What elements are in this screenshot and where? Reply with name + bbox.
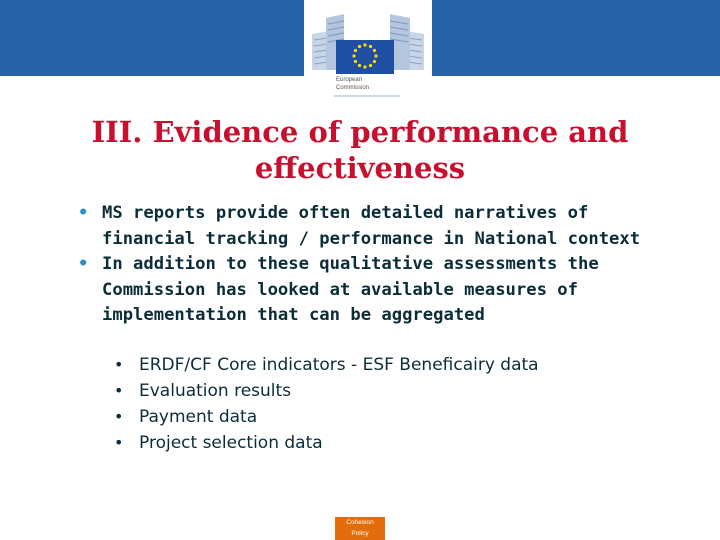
sub-bullet-item [112, 378, 672, 404]
sub-bullet-text: Evaluation results [139, 381, 292, 401]
sub-bullet-dot-icon: • [114, 355, 124, 374]
bullet-dot-icon: • [78, 254, 89, 274]
bullet-dot-icon: • [78, 203, 89, 223]
cohesion-policy-badge [335, 517, 385, 540]
sub-bullet-item [112, 352, 672, 378]
bullet-text: In addition to these qualitative assessments the Commission has looked at available measures of implementation that can be aggregated [102, 254, 599, 325]
bullet-item [78, 201, 678, 252]
badge-line-1: Cohesion [346, 519, 374, 526]
sub-bullet-item [112, 404, 672, 430]
european-commission-logo [304, 0, 432, 100]
bullet-item [78, 252, 678, 329]
logo-text-commission: Commission [336, 85, 370, 91]
sub-bullet-item [112, 430, 672, 456]
sub-bullet-dot-icon: • [114, 381, 124, 400]
main-bullet-list [78, 201, 678, 329]
sub-bullet-text: Payment data [139, 407, 258, 427]
sub-bullet-dot-icon: • [114, 433, 124, 452]
slide-title-line-2: effectiveness [254, 151, 466, 185]
badge-line-2: Policy [351, 530, 369, 537]
bullet-text: MS reports provide often detailed narratives of financial tracking / performance in National context [102, 203, 641, 249]
sub-bullet-text: Project selection data [139, 433, 323, 453]
logo-text-european: European [336, 77, 363, 83]
sub-bullet-dot-icon: • [114, 407, 124, 426]
slide-title [40, 114, 680, 186]
sub-bullet-text: ERDF/CF Core indicators - ESF Beneficairy data [139, 355, 539, 375]
slide-title-line-1: III. Evidence of performance and [91, 115, 629, 149]
sub-bullet-list [112, 352, 672, 456]
